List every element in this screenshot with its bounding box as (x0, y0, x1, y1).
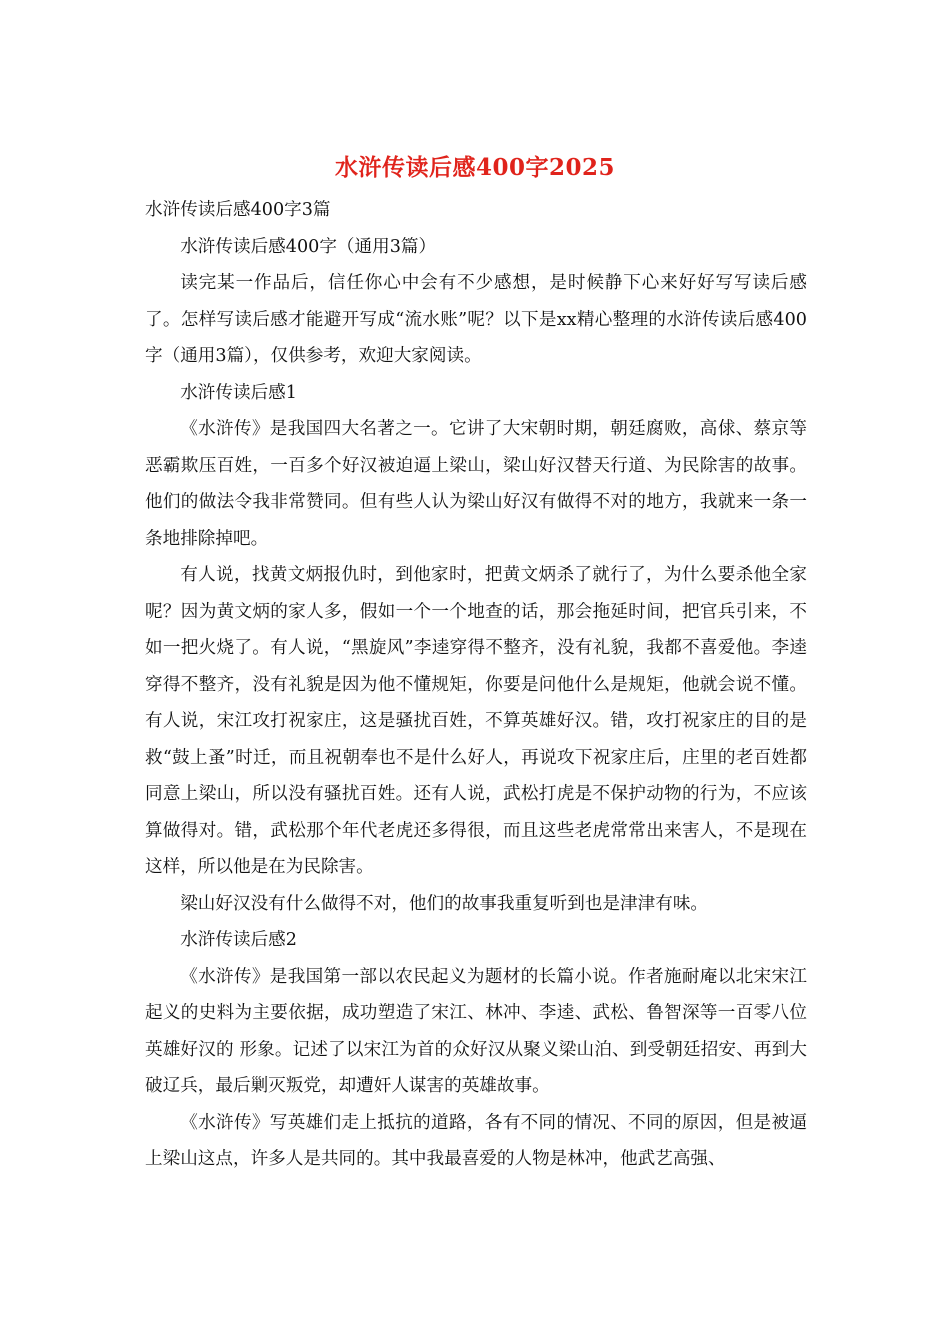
subtitle-line: 水浒传读后感400字3篇 (145, 200, 331, 220)
paragraph: 水浒传读后感400字（通用3篇） (180, 236, 437, 257)
document-body (145, 192, 807, 1178)
paragraph: 读完某一作品后，信任你心中会有不少感想，是时候静下心来好好写写读后感了。怎样写读后感才能避开写成“流水账”呢？以下是xx精心整理的水浒传读后感400字（通用3篇），仅供参考，欢迎大家阅读。 (145, 273, 807, 366)
section-heading: 水浒传读后感1 (180, 382, 297, 403)
paragraph: 梁山好汉没有什么做得不对，他们的故事我重复听到也是津津有味。 (180, 893, 709, 914)
document-title: 水浒传读后感400字2025 (334, 154, 616, 181)
paragraph: 《水浒传》是我国第一部以农民起义为题材的长篇小说。作者施耐庵以北宋宋江起义的史料为主要依据，成功塑造了宋江、林冲、李逵、武松、鲁智深等一百零八位英雄好汉的 形象。记述了以宋江为首的众好汉从聚义梁山泊、到受朝廷招安、再到大破辽兵，最后剿灭叛党，却遭奸人谋害的英雄故事。 (145, 966, 807, 1096)
paragraph: 有人说，找黄文炳报仇时，到他家时，把黄文炳杀了就行了，为什么要杀他全家呢？因为黄文炳的家人多，假如一个一个地查的话，那会拖延时间，把官兵引来，不如一把火烧了。有人说，“黑旋风”李逵穿得不整齐，没有礼貌，我都不喜爱他。李逵穿得不整齐，没有礼貌是因为他不懂规矩，你要是问他什么是规矩，他就会说不懂。有人说，宋江攻打祝家庄，这是骚扰百姓，不算英雄好汉。错，攻打祝家庄的目的是救“鼓上蚤”时迁，而且祝朝奉也不是什么好人，再说攻下祝家庄后，庄里的老百姓都同意上梁山，所以没有骚扰百姓。还有人说，武松打虎是不保护动物的行为，不应该算做得对。错，武松那个年代老虎还多得很，而且这些老虎常常出来害人，不是现在这样，所以他是在为民除害。 (145, 565, 807, 877)
section-heading: 水浒传读后感2 (180, 930, 297, 950)
paragraph: 《水浒传》写英雄们走上抵抗的道路，各有不同的情况、不同的原因，但是被逼上梁山这点，许多人是共同的。其中我最喜爱的人物是林冲，他武艺高强、 (145, 1112, 807, 1169)
paragraph: 《水浒传》是我国四大名著之一。它讲了大宋朝时期，朝廷腐败，高俅、蔡京等恶霸欺压百姓，一百多个好汉被迫逼上梁山，梁山好汉替天行道、为民除害的故事。他们的做法令我非常赞同。但有些人认为梁山好汉有做得不对的地方，我就来一条一条地排除掉吧。 (145, 419, 807, 549)
